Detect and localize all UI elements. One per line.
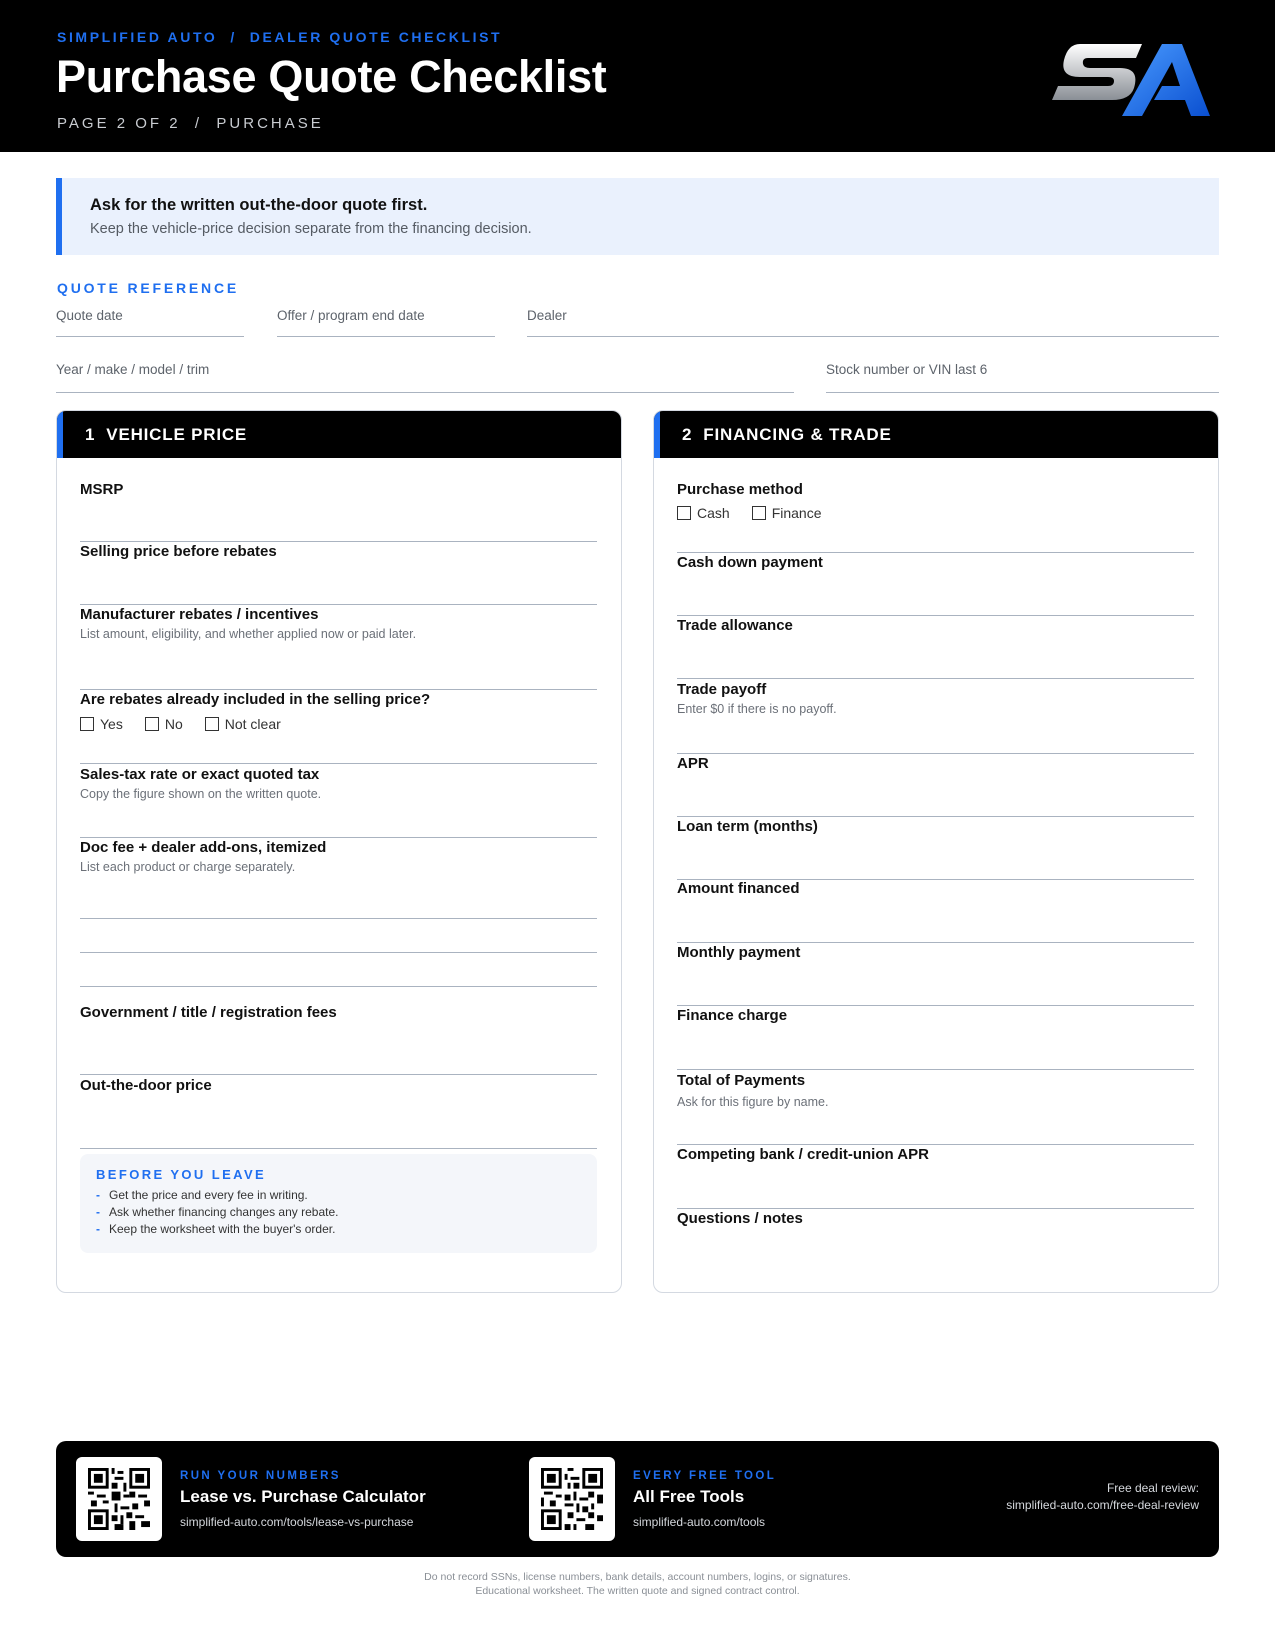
- monthly-payment-label: Monthly payment: [677, 944, 801, 961]
- quote-reference-heading: QUOTE REFERENCE: [57, 280, 240, 296]
- purchase-method-options: [677, 505, 822, 521]
- total-payments-field[interactable]: [677, 1072, 1194, 1145]
- stock-vin-label: Stock number or VIN last 6: [826, 362, 988, 377]
- rebates-included-options: [80, 716, 281, 732]
- page-header: [0, 0, 1275, 152]
- msrp-field[interactable]: [80, 481, 597, 542]
- page-title: Purchase Quote Checklist: [56, 51, 607, 102]
- quote-date-field[interactable]: [56, 308, 244, 337]
- all-tools-url[interactable]: simplified-auto.com/tools: [633, 1515, 766, 1529]
- monthly-payment-field[interactable]: [677, 944, 1194, 1006]
- financing-heading: 2 FINANCING & TRADE: [682, 425, 892, 444]
- gov-fees-field[interactable]: [80, 1004, 597, 1075]
- apr-label: APR: [677, 755, 709, 772]
- finance-charge-field[interactable]: [677, 1007, 1194, 1070]
- cash-down-field[interactable]: [677, 554, 1194, 616]
- free-deal-review-url[interactable]: simplified-auto.com/free-deal-review: [1006, 1498, 1199, 1512]
- finance-checkbox[interactable]: [752, 506, 766, 520]
- doc-fee-field[interactable]: [80, 839, 597, 919]
- disclaimer-line-2: Educational worksheet. The written quote and signed contract control.: [475, 1585, 800, 1597]
- footer-bar: [56, 1441, 1219, 1557]
- rebates-label: Manufacturer rebates / incentives: [80, 606, 319, 623]
- trade-payoff-label: Trade payoff: [677, 681, 767, 698]
- apr-field[interactable]: [677, 755, 1194, 817]
- quote-date-label: Quote date: [56, 308, 123, 323]
- before-you-leave-title: BEFORE YOU LEAVE: [96, 1167, 267, 1182]
- offer-end-date-label: Offer / program end date: [277, 308, 425, 323]
- financing-header: [654, 411, 1218, 458]
- trade-payoff-hint: Enter $0 if there is no payoff.: [677, 702, 837, 716]
- gov-fees-label: Government / title / registration fees: [80, 1004, 337, 1021]
- total-payments-hint: Ask for this figure by name.: [677, 1095, 829, 1109]
- not-clear-checkbox[interactable]: [205, 717, 219, 731]
- notes-label: Questions / notes: [677, 1210, 803, 1227]
- rebates-included-label: Are rebates already included in the selling price?: [80, 691, 431, 708]
- dealer-field[interactable]: [527, 308, 1219, 337]
- yes-label: Yes: [100, 716, 123, 732]
- otd-price-label: Out-the-door price: [80, 1077, 212, 1094]
- financing-card: [653, 410, 1219, 1293]
- all-tools-eyebrow: EVERY FREE TOOL: [633, 1470, 777, 1482]
- amount-financed-label: Amount financed: [677, 880, 800, 897]
- trade-allowance-label: Trade allowance: [677, 617, 793, 634]
- all-tools-qr-code[interactable]: [529, 1457, 615, 1541]
- free-deal-review: [1006, 1480, 1199, 1514]
- doc-fee-line-3[interactable]: [80, 953, 597, 987]
- list-item: - Get the price and every fee in writing.: [96, 1187, 338, 1204]
- sales-tax-field[interactable]: [80, 766, 597, 838]
- rebates-field[interactable]: [80, 606, 597, 690]
- sa-logo: [1050, 40, 1220, 120]
- all-tools-title[interactable]: All Free Tools: [633, 1487, 745, 1506]
- selling-price-field[interactable]: [80, 543, 597, 605]
- disclaimer: [0, 1570, 1275, 1598]
- trade-payoff-field[interactable]: [677, 681, 1194, 754]
- option-finance[interactable]: [752, 505, 822, 521]
- doc-fee-hint: List each product or charge separately.: [80, 860, 296, 874]
- callout-title: Ask for the written out-the-door quote first.: [90, 196, 428, 214]
- option-yes[interactable]: [80, 716, 123, 732]
- cash-checkbox[interactable]: [677, 506, 691, 520]
- amount-financed-field[interactable]: [677, 880, 1194, 943]
- sales-tax-label: Sales-tax rate or exact quoted tax: [80, 766, 320, 783]
- no-checkbox[interactable]: [145, 717, 159, 731]
- rebates-included-field: [80, 691, 597, 764]
- otd-price-field[interactable]: [80, 1077, 597, 1149]
- lease-calculator-qr-code[interactable]: [76, 1457, 162, 1541]
- header-eyebrow: SIMPLIFIED AUTO / DEALER QUOTE CHECKLIST: [57, 29, 503, 45]
- msrp-label: MSRP: [80, 481, 124, 498]
- cash-down-label: Cash down payment: [677, 554, 823, 571]
- option-cash[interactable]: [677, 505, 730, 521]
- callout-subtitle: Keep the vehicle-price decision separate from the financing decision.: [90, 221, 532, 237]
- page-info: PAGE 2 OF 2 / PURCHASE: [57, 115, 324, 132]
- competing-apr-field[interactable]: [677, 1146, 1194, 1209]
- doc-fee-label: Doc fee + dealer add-ons, itemized: [80, 839, 327, 856]
- rebates-hint: List amount, eligibility, and whether applied now or paid later.: [80, 627, 417, 641]
- callout-box: [56, 178, 1219, 255]
- finance-label: Finance: [771, 505, 822, 521]
- vehicle-price-card: [56, 410, 622, 1293]
- loan-term-label: Loan term (months): [677, 818, 818, 835]
- vehicle-price-heading: 1 VEHICLE PRICE: [85, 425, 248, 444]
- before-you-leave-list: [96, 1187, 338, 1238]
- doc-fee-line-2[interactable]: [80, 919, 597, 953]
- total-payments-label: Total of Payments: [677, 1072, 806, 1089]
- vehicle-label: Year / make / model / trim: [56, 362, 210, 377]
- list-item: - Ask whether financing changes any rebate.: [96, 1204, 338, 1221]
- competing-apr-label: Competing bank / credit-union APR: [677, 1146, 929, 1163]
- offer-end-date-field[interactable]: [277, 308, 495, 337]
- selling-price-label: Selling price before rebates: [80, 543, 277, 560]
- lease-calc-title[interactable]: Lease vs. Purchase Calculator: [180, 1487, 426, 1506]
- cash-label: Cash: [697, 505, 730, 521]
- not-clear-label: Not clear: [224, 716, 281, 732]
- lease-calc-url[interactable]: simplified-auto.com/tools/lease-vs-purchase: [180, 1515, 414, 1529]
- qr-code-icon: [541, 1468, 603, 1530]
- finance-charge-label: Finance charge: [677, 1007, 788, 1024]
- free-deal-review-label: Free deal review:: [1106, 1481, 1199, 1495]
- trade-allowance-field[interactable]: [677, 617, 1194, 679]
- dealer-label: Dealer: [527, 308, 567, 323]
- no-label: No: [164, 716, 183, 732]
- lease-calc-eyebrow: RUN YOUR NUMBERS: [180, 1470, 341, 1482]
- stock-vin-field[interactable]: [826, 362, 1219, 393]
- purchase-method-field: [677, 481, 1194, 553]
- before-you-leave-box: [80, 1154, 597, 1253]
- qr-code-icon: [88, 1468, 150, 1530]
- option-no[interactable]: [145, 716, 183, 732]
- vehicle-price-header: [57, 411, 621, 458]
- list-item: - Keep the worksheet with the buyer's order.: [96, 1221, 338, 1238]
- option-not-clear[interactable]: [205, 716, 281, 732]
- yes-checkbox[interactable]: [80, 717, 94, 731]
- purchase-method-label: Purchase method: [677, 481, 803, 498]
- notes-field[interactable]: [677, 1210, 1194, 1293]
- disclaimer-line-1: Do not record SSNs, license numbers, bank details, account numbers, logins, or signatures.: [424, 1571, 851, 1583]
- loan-term-field[interactable]: [677, 818, 1194, 880]
- sales-tax-hint: Copy the figure shown on the written quote.: [80, 787, 322, 801]
- vehicle-field[interactable]: [56, 362, 794, 393]
